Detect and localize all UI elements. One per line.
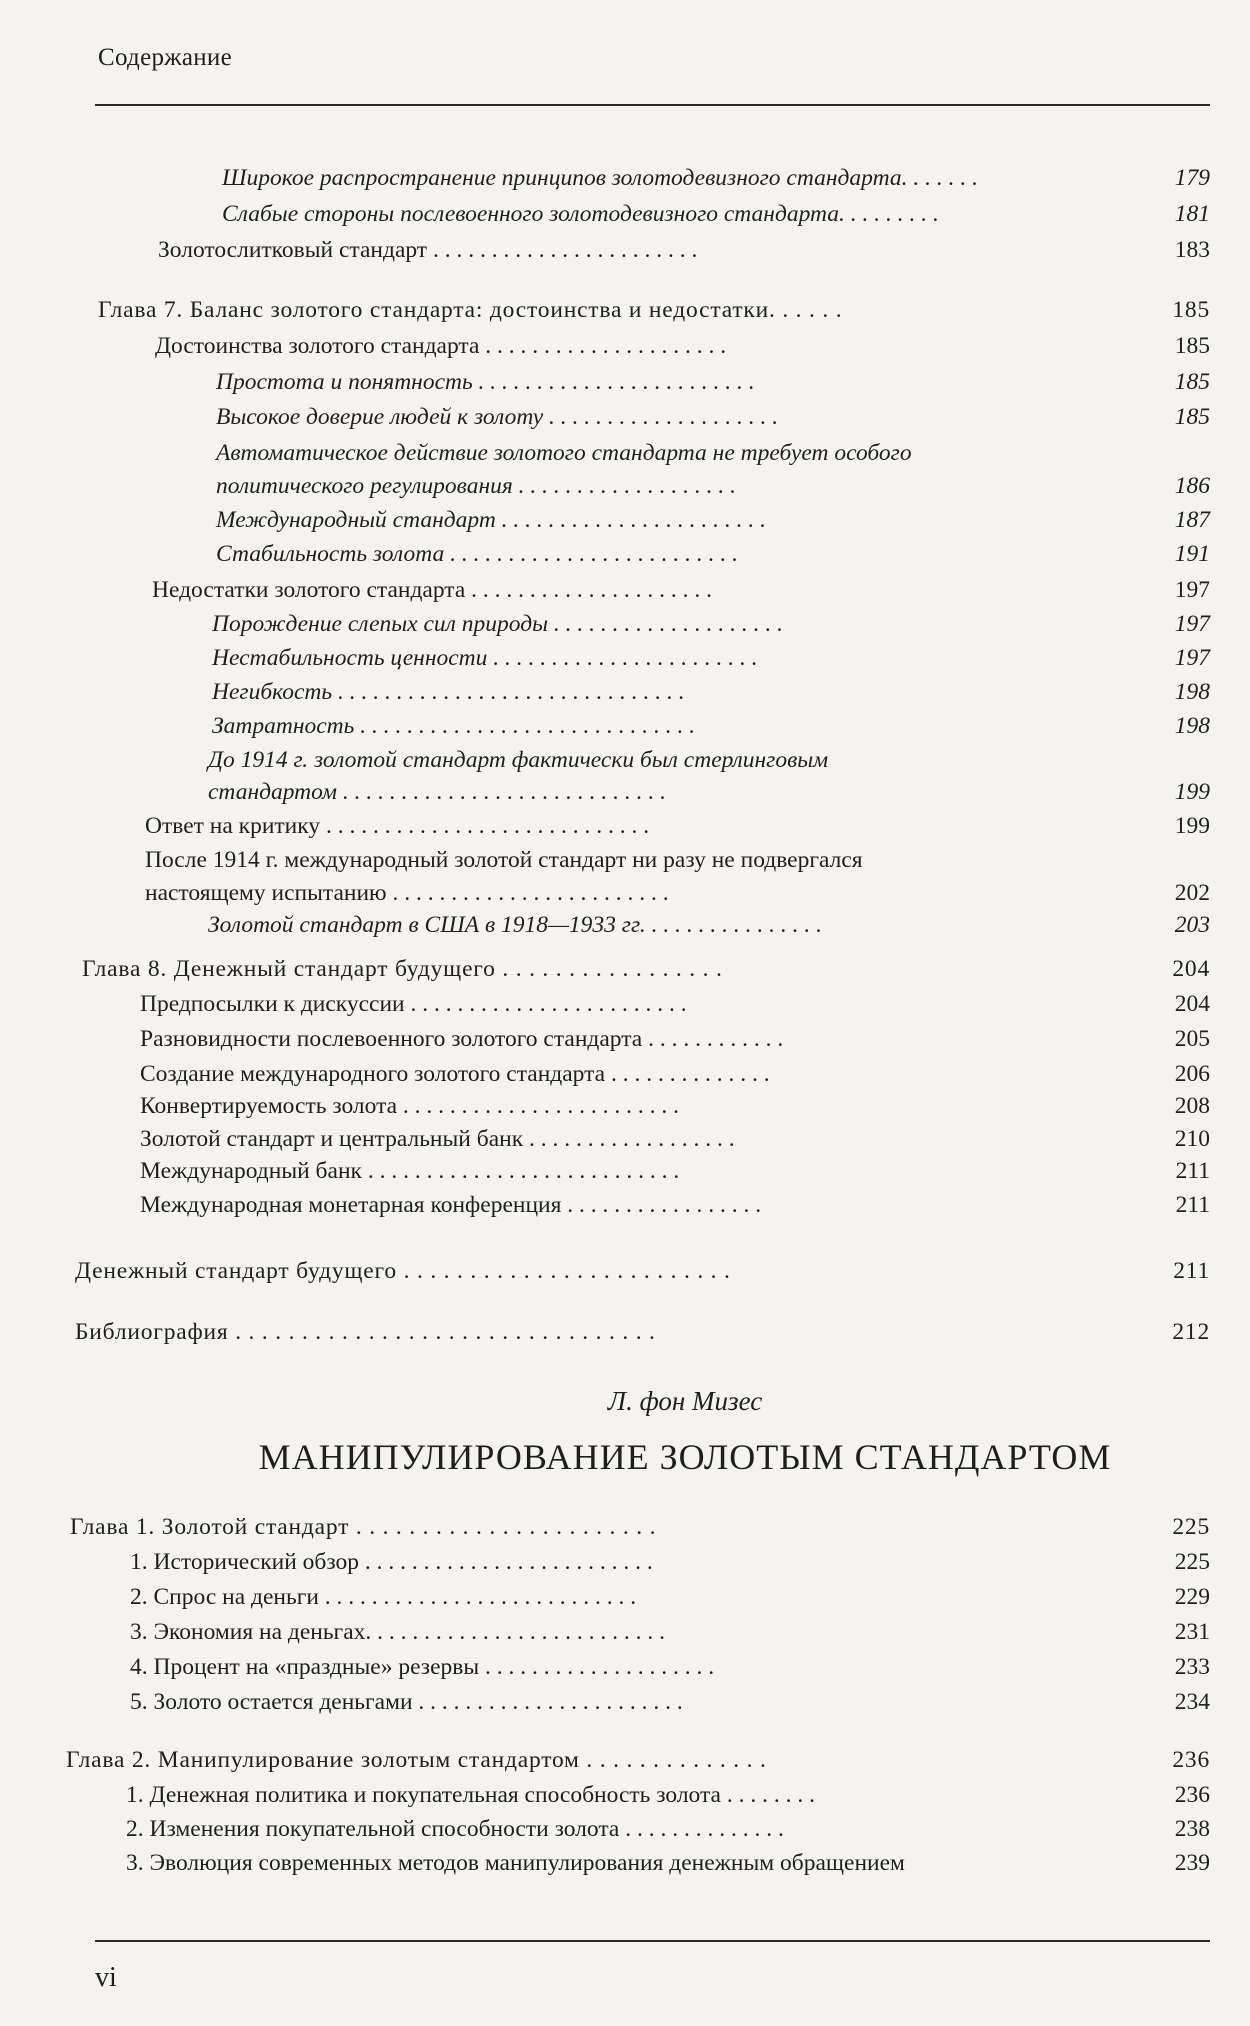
- toc-entry: Стабильность золота . . . . . . . . . . . . . . . . . . . . . . . . . 191: [216, 541, 1210, 567]
- toc-entry: До 1914 г. золотой стандарт фактически был стерлинговым: [208, 747, 829, 773]
- toc-entry: 4. Процент на «праздные» резервы . . . . . . . . . . . . . . . . . . . . 233: [130, 1654, 1210, 1680]
- toc-entry: Международный стандарт . . . . . . . . . . . . . . . . . . . . . . . 187: [216, 507, 1210, 533]
- toc-entry: Предпосылки к дискуссии . . . . . . . . . . . . . . . . . . . . . . . . 204: [140, 991, 1210, 1017]
- toc-entry: Золотослитковый стандарт . . . . . . . . . . . . . . . . . . . . . . . 183: [158, 237, 1210, 263]
- toc-entry: Разновидности послевоенного золотого стандарта . . . . . . . . . . . . 205: [140, 1026, 1210, 1052]
- book-author: Л. фон Мизес: [607, 1386, 763, 1416]
- toc-entry: 2. Изменения покупательной способности золота . . . . . . . . . . . . . . 238: [126, 1816, 1210, 1842]
- toc-entry: Автоматическое действие золотого стандарта не требует особого: [216, 440, 912, 466]
- toc-entry: Золотой стандарт и центральный банк . . . . . . . . . . . . . . . . . . 210: [140, 1126, 1210, 1152]
- toc-chapter: Глава 8. Денежный стандарт будущего . . . . . . . . . . . . . . . . . 204: [82, 956, 1210, 982]
- toc-entry: Международная монетарная конференция . . . . . . . . . . . . . . . . . 211: [140, 1192, 1210, 1218]
- toc-entry: Слабые стороны послевоенного золотодевизного стандарта. . . . . . . . . 181: [222, 201, 1210, 227]
- toc-entry: Международный банк . . . . . . . . . . . . . . . . . . . . . . . . . . . 211: [140, 1158, 1210, 1184]
- header-rule: [95, 104, 1210, 106]
- toc-entry: Порождение слепых сил природы . . . . . . . . . . . . . . . . . . . . 197: [212, 611, 1210, 637]
- toc-entry: После 1914 г. международный золотой стандарт ни разу не подвергался: [145, 847, 863, 873]
- toc-entry: Достоинства золотого стандарта . . . . . . . . . . . . . . . . . . . . . 185: [155, 333, 1210, 359]
- toc-entry: Затратность . . . . . . . . . . . . . . . . . . . . . . . . . . . . . 198: [212, 713, 1210, 739]
- toc-entry: Высокое доверие людей к золоту . . . . . . . . . . . . . . . . . . . . 185: [216, 404, 1210, 430]
- page-number: vi: [95, 1962, 117, 1993]
- toc-entry: 3. Эволюция современных методов манипулирования денежным обращением 239: [126, 1850, 1210, 1876]
- running-header: Содержание: [98, 44, 232, 71]
- toc-entry: 5. Золото остается деньгами . . . . . . . . . . . . . . . . . . . . . . . 234: [130, 1689, 1210, 1715]
- toc-entry: Простота и понятность . . . . . . . . . . . . . . . . . . . . . . . . 185: [216, 369, 1210, 395]
- book-title: МАНИПУЛИРОВАНИЕ ЗОЛОТЫМ СТАНДАРТОМ: [258, 1437, 1112, 1477]
- toc-entry: 1. Исторический обзор . . . . . . . . . . . . . . . . . . . . . . . . . 225: [130, 1549, 1210, 1575]
- toc-entry: стандартом . . . . . . . . . . . . . . . . . . . . . . . . . . . . 199: [208, 779, 1210, 805]
- toc-entry: Создание международного золотого стандарта . . . . . . . . . . . . . . 206: [140, 1061, 1210, 1087]
- toc-entry: Золотой стандарт в США в 1918—1933 гг. . . . . . . . . . . . . . . . 203: [208, 912, 1210, 938]
- toc-entry: Нестабильность ценности . . . . . . . . . . . . . . . . . . . . . . . 197: [212, 645, 1210, 671]
- toc-chapter: Глава 1. Золотой стандарт . . . . . . . . . . . . . . . . . . . . . . . 225: [70, 1514, 1210, 1540]
- toc-entry: Конвертируемость золота . . . . . . . . . . . . . . . . . . . . . . . . 208: [140, 1093, 1210, 1119]
- toc-chapter: Библиография . . . . . . . . . . . . . . . . . . . . . . . . . . . . . . . . 212: [75, 1319, 1210, 1345]
- toc-entry: Ответ на критику . . . . . . . . . . . . . . . . . . . . . . . . . . . . 199: [145, 813, 1210, 839]
- toc-chapter: Глава 2. Манипулирование золотым стандартом . . . . . . . . . . . . . . 236: [66, 1747, 1210, 1773]
- toc-entry: Недостатки золотого стандарта . . . . . . . . . . . . . . . . . . . . . 197: [152, 577, 1210, 603]
- toc-chapter: Денежный стандарт будущего . . . . . . . . . . . . . . . . . . . . . . . . . 211: [75, 1258, 1210, 1284]
- toc-entry: политического регулирования . . . . . . . . . . . . . . . . . . . 186: [216, 473, 1210, 499]
- toc-entry: настоящему испытанию . . . . . . . . . . . . . . . . . . . . . . . . 202: [145, 880, 1210, 906]
- toc-entry: Широкое распространение принципов золотодевизного стандарта. . . . . . . 179: [222, 165, 1210, 191]
- toc-entry: 2. Спрос на деньги . . . . . . . . . . . . . . . . . . . . . . . . . . . 229: [130, 1584, 1210, 1610]
- footer-rule: [95, 1940, 1210, 1942]
- toc-entry: Негибкость . . . . . . . . . . . . . . . . . . . . . . . . . . . . . . 198: [212, 679, 1210, 705]
- toc-chapter: Глава 7. Баланс золотого стандарта: достоинства и недостатки. . . . . . 185: [98, 297, 1210, 323]
- toc-entry: 3. Экономия на деньгах. . . . . . . . . . . . . . . . . . . . . . . . . . 231: [130, 1619, 1210, 1645]
- toc-entry: 1. Денежная политика и покупательная способность золота . . . . . . . . 236: [126, 1782, 1210, 1808]
